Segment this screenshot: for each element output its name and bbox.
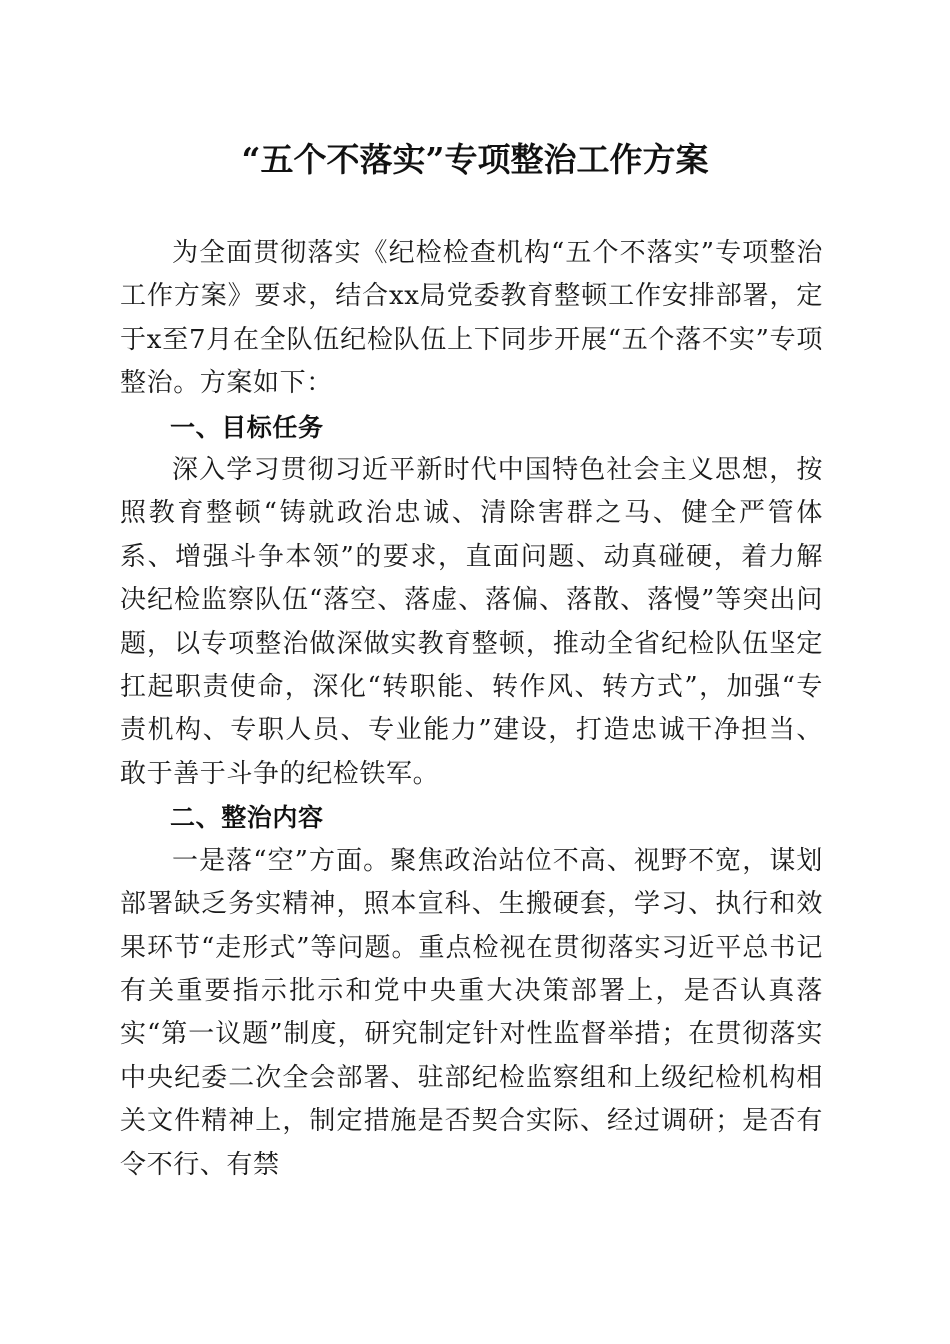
goals-paragraph: 深入学习贯彻习近平新时代中国特色社会主义思想，按照教育整顿“铸就政治忠诚、清除害群之马、健全严管体系、增强斗争本领”的要求，直面问题、动真碰硬，着力解决纪检监察队伍“落空、落虚、落偏、落散、落慢”等突出问题，以专项整治做深做实教育整顿，推动全省纪检队伍坚定扛起职责使命，深化“转职能、转作风、转方式”，加强“专责机构、专职人员、专业能力”建设，打造忠诚干净担当、敢于善于斗争的纪检铁军。 <box>120 455 823 789</box>
content-paragraph: 一是落“空”方面。聚焦政治站位不高、视野不宽，谋划部署缺乏务实精神，照本宣科、生搬硬套，学习、执行和效果环节“走形式”等问题。重点检视在贯彻落实习近平总书记有关重要指示批示和党中央重大决策部署上，是否认真落实“第一议题”制度，研究制定针对性监督举措；在贯彻落实中央纪委二次全会部署、驻部纪检监察组和上级纪检机构相关文件精神上，制定措施是否契合实际、经过调研；是否有令不行、有禁 <box>120 845 823 1180</box>
section-heading-content: 二、整治内容 <box>170 803 324 833</box>
document-title: “五个不落实”专项整治工作方案 <box>241 140 709 179</box>
section-heading-goals: 一、目标任务 <box>170 412 324 442</box>
intro-paragraph: 为全面贯彻落实《纪检检查机构“五个不落实”专项整治工作方案》要求，结合xx局党委教育整顿工作安排部署，定于x至7月在全队伍纪检队伍上下同步开展“五个落不实”专项整治。方案如下： <box>120 238 823 399</box>
document-body <box>120 232 823 1187</box>
